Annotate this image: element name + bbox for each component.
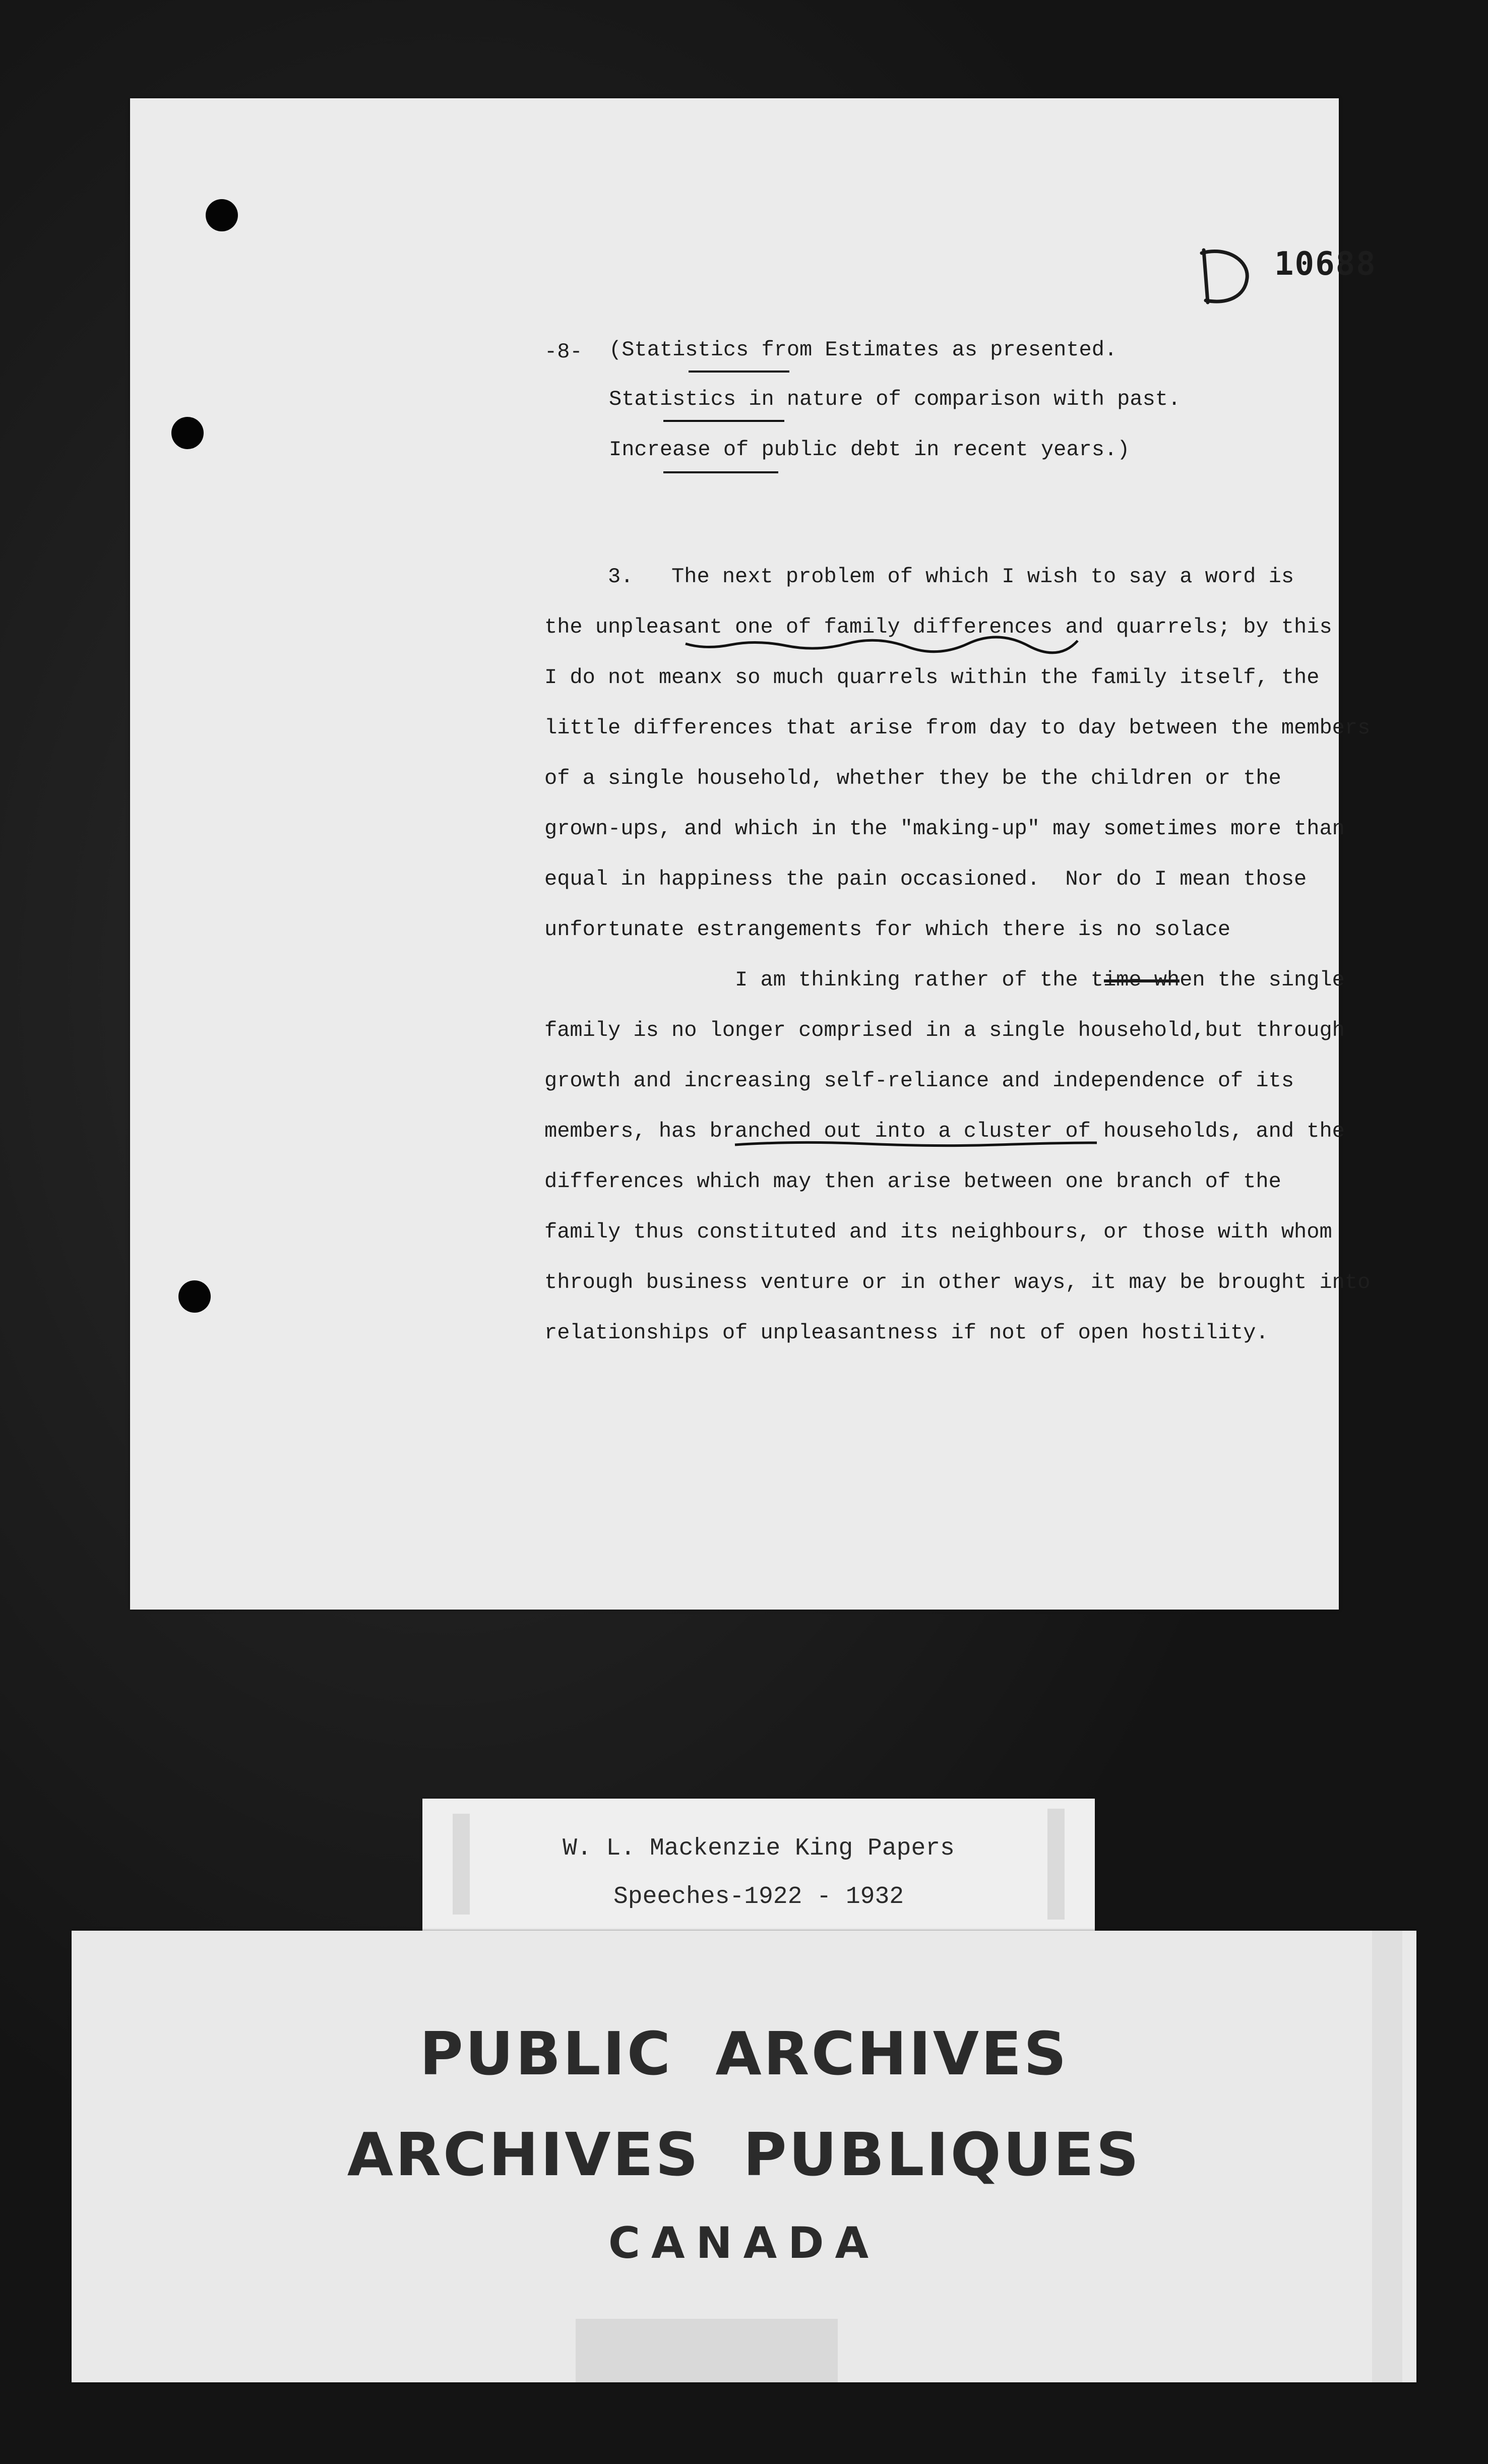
body-text-line: of a single household, whether they be the children or the — [544, 766, 1281, 790]
body-text-line: little differences that arise from day to day between the members — [544, 716, 1371, 740]
body-text-line: 3. The next problem of which I wish to say a word is — [544, 565, 1294, 589]
statistics-line: Increase of public debt in recent years.) — [609, 438, 1130, 462]
archives-stamp-label — [72, 1931, 1416, 2382]
collection-label — [422, 1799, 1095, 1935]
pen-underline-cluster — [735, 1139, 1098, 1151]
strikethrough-single — [1104, 979, 1180, 982]
body-text-line: family is no longer comprised in a single household,but through — [544, 1018, 1345, 1042]
statistics-line: (Statistics from Estimates as presented. — [609, 338, 1118, 362]
archives-publiques-heading: ARCHIVES PUBLIQUES — [347, 2120, 1141, 2189]
body-text-line: differences which may then arise between one branch of the — [544, 1169, 1281, 1194]
body-text-line: I do not meanx so much quarrels within the family itself, the — [544, 665, 1320, 690]
pen-underline-nature — [663, 420, 784, 422]
canada-heading: CANADA — [608, 2218, 880, 2268]
body-text-line: grown-ups, and which in the "making-up" may sometimes more than — [544, 817, 1345, 841]
pen-underline-estimates — [689, 371, 789, 373]
tape-strip — [576, 2319, 838, 2382]
pen-underline-family-differences — [686, 637, 1079, 652]
statistics-line: Statistics in nature of comparison with past. — [609, 387, 1181, 411]
body-text-line: growth and increasing self-reliance and independence of its — [544, 1069, 1294, 1093]
collection-series: Speeches-1922 - 1932 — [613, 1883, 904, 1911]
body-text-line: family thus constituted and its neighbours, or those with whom — [544, 1220, 1332, 1244]
body-text-line: through business venture or in other ways, it may be brought into — [544, 1270, 1371, 1295]
public-archives-heading: PUBLIC ARCHIVES — [419, 2019, 1069, 2088]
handwritten-d-mark — [1193, 246, 1253, 306]
body-text-line: relationships of unpleasantness if not of open hostility. — [544, 1321, 1269, 1345]
body-text-line: I am thinking rather of the time when the single — [544, 968, 1345, 992]
collection-name: W. L. Mackenzie King Papers — [563, 1835, 955, 1862]
body-text-line: equal in happiness the pain occasioned. Nor do I mean those — [544, 867, 1307, 891]
body-text-line: the unpleasant one of family differences and quarrels; by this — [544, 615, 1332, 639]
punch-hole-middle — [171, 417, 204, 449]
reference-number: 10688 — [1274, 245, 1377, 283]
body-text-line: members, has branched out into a cluster of households, and the — [544, 1119, 1345, 1143]
pen-underline-public-debt — [663, 471, 778, 473]
punch-hole-top — [206, 199, 238, 231]
body-text-line: unfortunate estrangements for which there is no solace — [544, 917, 1231, 942]
typed-document-page — [130, 98, 1377, 1610]
punch-hole-bottom — [178, 1280, 211, 1313]
page-number: -8- — [544, 340, 583, 364]
